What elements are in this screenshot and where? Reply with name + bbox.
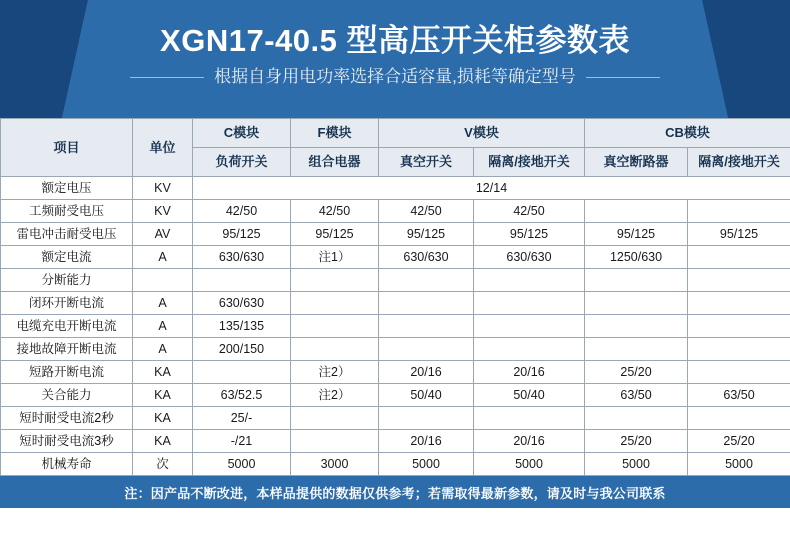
col-subheader-combined-device: 组合电器 bbox=[291, 148, 379, 177]
row-label: 机械寿命 bbox=[1, 453, 133, 476]
row-value: 630/630 bbox=[193, 246, 291, 269]
row-label: 分断能力 bbox=[1, 269, 133, 292]
row-value: 注2） bbox=[291, 384, 379, 407]
col-subheader-isolation-earthing-switch-v: 隔离/接地开关 bbox=[474, 148, 585, 177]
row-value: 25/20 bbox=[585, 430, 688, 453]
row-value bbox=[688, 246, 790, 269]
row-value: 630/630 bbox=[193, 292, 291, 315]
row-value bbox=[291, 292, 379, 315]
row-value bbox=[474, 269, 585, 292]
row-value: 25/20 bbox=[688, 430, 790, 453]
table-group-header-row bbox=[1, 119, 790, 148]
col-subheader-isolation-earthing-switch-cb: 隔离/接地开关 bbox=[688, 148, 790, 177]
row-unit: AV bbox=[133, 223, 193, 246]
row-value bbox=[193, 361, 291, 384]
row-value: 20/16 bbox=[474, 361, 585, 384]
row-value: 5000 bbox=[688, 453, 790, 476]
row-value: 95/125 bbox=[585, 223, 688, 246]
row-value bbox=[688, 338, 790, 361]
row-value bbox=[688, 292, 790, 315]
row-label: 短路开断电流 bbox=[1, 361, 133, 384]
row-label: 工频耐受电压 bbox=[1, 200, 133, 223]
row-value bbox=[585, 200, 688, 223]
row-value: 注1） bbox=[291, 246, 379, 269]
table-row bbox=[1, 384, 790, 407]
table-body bbox=[1, 177, 790, 476]
row-value bbox=[474, 315, 585, 338]
row-value: 3000 bbox=[291, 453, 379, 476]
row-value-merged: 12/14 bbox=[193, 177, 790, 200]
row-value: 50/40 bbox=[474, 384, 585, 407]
table-row bbox=[1, 223, 790, 246]
table-row bbox=[1, 246, 790, 269]
row-value: 42/50 bbox=[193, 200, 291, 223]
col-subheader-vacuum-breaker: 真空断路器 bbox=[585, 148, 688, 177]
row-value: 95/125 bbox=[688, 223, 790, 246]
page-title: XGN17-40.5 型高压开关柜参数表 bbox=[160, 23, 630, 58]
row-label: 雷电冲击耐受电压 bbox=[1, 223, 133, 246]
subtitle-rule-right bbox=[586, 77, 660, 78]
header-content bbox=[0, 0, 790, 88]
row-value bbox=[379, 315, 474, 338]
row-unit bbox=[133, 269, 193, 292]
row-unit: KA bbox=[133, 430, 193, 453]
row-value: 63/50 bbox=[585, 384, 688, 407]
row-label: 短时耐受电流2秒 bbox=[1, 407, 133, 430]
row-value bbox=[291, 269, 379, 292]
row-value: 63/52.5 bbox=[193, 384, 291, 407]
row-label: 电缆充电开断电流 bbox=[1, 315, 133, 338]
row-value: 50/40 bbox=[379, 384, 474, 407]
row-value bbox=[474, 292, 585, 315]
subtitle-rule-left bbox=[130, 77, 204, 78]
row-value bbox=[193, 269, 291, 292]
row-label: 接地故障开断电流 bbox=[1, 338, 133, 361]
page-subtitle: 根据自身用电功率选择合适容量,损耗等确定型号 bbox=[214, 67, 576, 86]
row-value bbox=[379, 407, 474, 430]
table-row bbox=[1, 177, 790, 200]
row-unit: 次 bbox=[133, 453, 193, 476]
row-value: 5000 bbox=[474, 453, 585, 476]
row-value: 200/150 bbox=[193, 338, 291, 361]
row-unit: A bbox=[133, 292, 193, 315]
table-row bbox=[1, 453, 790, 476]
row-value: 5000 bbox=[379, 453, 474, 476]
row-value bbox=[291, 315, 379, 338]
spec-table bbox=[0, 118, 790, 476]
col-subheader-vacuum-switch: 真空开关 bbox=[379, 148, 474, 177]
row-value: 95/125 bbox=[379, 223, 474, 246]
row-unit: KA bbox=[133, 407, 193, 430]
col-group-v: V模块 bbox=[379, 119, 585, 148]
table-row bbox=[1, 338, 790, 361]
table-row bbox=[1, 407, 790, 430]
row-unit: KA bbox=[133, 384, 193, 407]
row-value: 63/50 bbox=[688, 384, 790, 407]
row-value: 630/630 bbox=[474, 246, 585, 269]
row-value: 注2） bbox=[291, 361, 379, 384]
col-group-cb: CB模块 bbox=[585, 119, 790, 148]
row-unit: A bbox=[133, 315, 193, 338]
row-value bbox=[585, 315, 688, 338]
row-value: 25/20 bbox=[585, 361, 688, 384]
row-value bbox=[291, 430, 379, 453]
row-unit: KA bbox=[133, 361, 193, 384]
table-row bbox=[1, 430, 790, 453]
row-value bbox=[585, 407, 688, 430]
table-row bbox=[1, 292, 790, 315]
row-label: 关合能力 bbox=[1, 384, 133, 407]
row-value: 630/630 bbox=[379, 246, 474, 269]
row-value: 1250/630 bbox=[585, 246, 688, 269]
row-label: 额定电压 bbox=[1, 177, 133, 200]
row-value: 42/50 bbox=[291, 200, 379, 223]
row-value bbox=[585, 292, 688, 315]
row-value: 5000 bbox=[193, 453, 291, 476]
row-value: -/21 bbox=[193, 430, 291, 453]
row-value bbox=[379, 292, 474, 315]
row-label: 额定电流 bbox=[1, 246, 133, 269]
row-value: 20/16 bbox=[379, 361, 474, 384]
row-value bbox=[688, 269, 790, 292]
subtitle-row bbox=[0, 66, 790, 88]
footer-note-bar bbox=[0, 476, 790, 508]
col-header-item: 项目 bbox=[1, 119, 133, 177]
table-row bbox=[1, 361, 790, 384]
col-subheader-load-switch: 负荷开关 bbox=[193, 148, 291, 177]
row-value bbox=[585, 269, 688, 292]
row-value: 95/125 bbox=[474, 223, 585, 246]
row-value: 135/135 bbox=[193, 315, 291, 338]
row-value bbox=[379, 338, 474, 361]
footer-note-text: 注：因产品不断改进，本样品提供的数据仅供参考；若需取得最新参数，请及时与我公司联系 bbox=[124, 485, 666, 501]
row-value bbox=[688, 315, 790, 338]
row-value: 42/50 bbox=[379, 200, 474, 223]
col-group-f: F模块 bbox=[291, 119, 379, 148]
col-group-c: C模块 bbox=[193, 119, 291, 148]
page-header bbox=[0, 0, 790, 118]
row-unit: KV bbox=[133, 200, 193, 223]
row-value: 5000 bbox=[585, 453, 688, 476]
row-value bbox=[688, 407, 790, 430]
table-row bbox=[1, 269, 790, 292]
row-value bbox=[585, 338, 688, 361]
row-value: 95/125 bbox=[291, 223, 379, 246]
row-unit: A bbox=[133, 246, 193, 269]
table-head bbox=[1, 119, 790, 177]
row-value bbox=[379, 269, 474, 292]
spec-table-wrap bbox=[0, 118, 790, 476]
row-label: 闭环开断电流 bbox=[1, 292, 133, 315]
row-value bbox=[688, 200, 790, 223]
col-header-unit: 单位 bbox=[133, 119, 193, 177]
row-value bbox=[291, 407, 379, 430]
row-value bbox=[474, 407, 585, 430]
row-value: 42/50 bbox=[474, 200, 585, 223]
row-value: 20/16 bbox=[379, 430, 474, 453]
row-value bbox=[474, 338, 585, 361]
row-value bbox=[291, 338, 379, 361]
row-value: 25/- bbox=[193, 407, 291, 430]
table-row bbox=[1, 200, 790, 223]
row-value: 20/16 bbox=[474, 430, 585, 453]
row-label: 短时耐受电流3秒 bbox=[1, 430, 133, 453]
row-value: 95/125 bbox=[193, 223, 291, 246]
row-unit: A bbox=[133, 338, 193, 361]
row-unit: KV bbox=[133, 177, 193, 200]
table-row bbox=[1, 315, 790, 338]
row-value bbox=[688, 361, 790, 384]
